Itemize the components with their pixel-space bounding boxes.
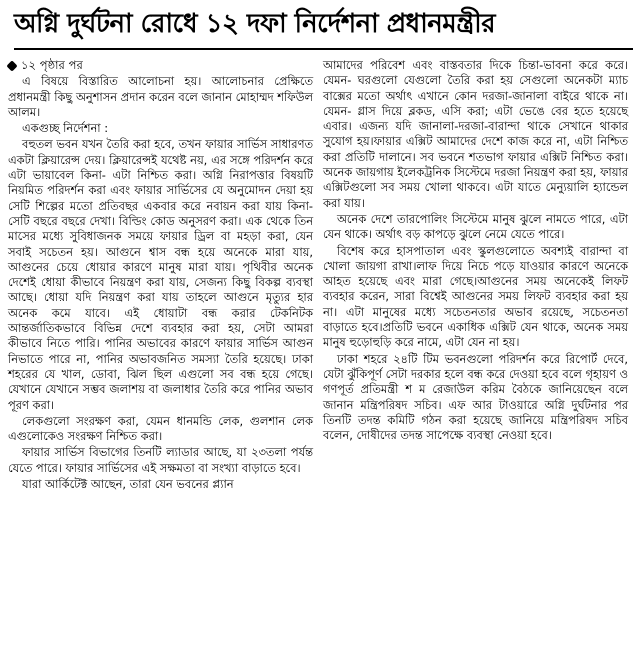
article-columns bbox=[8, 58, 633, 493]
continuation-marker bbox=[8, 58, 313, 73]
paragraph: ফায়ার সার্ভিস বিভাগের তিনটি ল্যাডার আছে, যা ২৩তলা পর্যন্ত যেতে পারে। ফায়ার সার্ভিসের এই সক্ষমতা বা সংখ্যা বাড়াতে হবে। bbox=[8, 445, 313, 475]
paragraph: বহুতল ভবন যখন তৈরি করা হবে, তখন ফায়ার সার্ভিস সাধারণত একটা ক্লিয়ারেন্স দেয়। ক্লিয়ারেন্সই যথেষ্ট নয়, এর সঙ্গে পরিদর্শন করে এটা ভায়াবেল কিনা- এটা নিশ্চিত করা। অগ্নি নিরাপত্তার বিষয়টি নিয়মিত পরিদর্শন করা এবং ফায়ার সার্ভিসের যে অনুমোদন দেয়া হয় সেটি শিল্পের মতো প্রতিবছর একবার করে নবায়ন করা যায় কিনা- সেটি বছরে বছরে দেখা। বিল্ডিং কোড অনুসরণ করা। এক থেকে তিন মাসের মধ্যে সুবিধাজনক সময়ে ফায়ার ড্রিল বা মহড়া করা, যেন সবাই সচেতন হয়। আগুনে শ্বাস বন্ধ হয়ে অনেকে মারা যায়, আগুনের চেয়ে ধোয়ার কারণে মানুষ মারা যায়। পৃথিবীর অনেক দেশেই ধোয়া কীভাবে নিয়ন্ত্রণ করা যায়, সেজন্য কিছু বিকল্প ব্যবস্থা আছে। ধোয়া যদি নিয়ন্ত্রণ করা যায় তাহলে আগুনে মৃত্যুর হার অনেক কমে যাবে। এই ধোয়াটা বন্ধ করার টেকনিটক আন্তর্জাতিকভাবে বিভিন্ন দেশে ব্যবহার করা হয়, সেটা আমরা কীভাবে নিতে পারি। পানির অভাবের কারণে ফায়ার সার্ভিস আগুন নিভাতে পারে না, পানির অভাবজনিত সমস্যা তৈরি হয়েছে। ঢাকা শহরের যে খাল, ডোবা, ঝিল ছিল এগুলো সব বন্ধ হয়ে গেছে। যেখানে যেখানে সম্ভব জলাশয় বা জলাধার তৈরি করে পানির অভাব পূরণ করা। bbox=[8, 137, 313, 412]
diamond-bullet-icon bbox=[6, 60, 17, 71]
paragraph: আমাদের পরিবেশ এবং বাস্তবতার দিকে চিন্তা-ভাবনা করে করে। যেমন- ঘরগুলো যেগুলো তৈরি করা হয় সেগুলো অনেকটা ম্যাচ বাক্সের মতো অর্থাৎ এখানে কোন দরজা-জানালা বাইরে থাকে না। যেমন- গ্লাস দিয়ে ব্লকড, এসি করা; এটা ভেঙে বের হতে হয়েছে এবার। এজন্য যদি জানালা-দরজা-বারান্দা থাকে সেখানে থাকার সুযোগ হয়।ফায়ার এক্সিট আমাদের দেশে কাজ করে না, এটা নিশ্চিত করা প্রতিটি দালানে। সব ভবনে শতভাগ ফায়ার এক্সিট নিশ্চিত করা। অনেক জায়গায় ইলেকট্রনিক সিস্টেমে দরজা নিয়ন্ত্রণ করা হয়, ফায়ার এক্সিটগুলো সব সময় খোলা থাকবে। এটা যাতে মেন্যুয়ালি হ্যান্ডেল করা যায়। bbox=[323, 58, 628, 210]
paragraph: যারা আর্কিটেক্ট আছেন, তারা যেন ভবনের প্ল্যান bbox=[22, 477, 234, 492]
headline: অগ্নি দুর্ঘটনা রোধে ১২ দফা নির্দেশনা প্রধানমন্ত্রীর bbox=[14, 6, 633, 50]
section-subheading: একগুচ্ছ নির্দেশনা : bbox=[22, 121, 109, 136]
paragraph: লেকগুলো সংরক্ষণ করা, যেমন ধানমন্ডি লেক, গুলশান লেক এগুলোকেও সংরক্ষণ নিশ্চিত করা। bbox=[8, 413, 313, 444]
left-column bbox=[8, 58, 313, 493]
right-column bbox=[323, 58, 628, 493]
paragraph: ঢাকা শহরে ২৪টি টিম ভবনগুলো পরিদর্শন করে রিপোর্ট দেবে, যেটা ঝুঁকিপূর্ণ সেটা দরকার হলে বন্ধ করে দেওয়া হবে বলে গৃহায়ণ ও গণপূর্ত প্রতিমন্ত্রী শ ম রেজাউল করিম বৈঠকে জানিয়েছেন বলে জানান মন্ত্রিপরিষদ সচিব। এফ আর টাওয়ারে অগ্নি দুর্ঘটনার পর তিনটি তদন্ত কমিটি গঠন করা হয়েছে জানিয়ে মন্ত্রিপরিষদ সচিব বলেন, দোষীদের তদন্ত সাপেক্ষে ব্যবস্থা নেওয়া হবে। bbox=[323, 351, 628, 443]
paragraph: এ বিষয়ে বিস্তারিত আলোচনা হয়। আলোচনার প্রেক্ষিতে প্রধানমন্ত্রী কিছু অনুশাসন প্রদান করেন বলে জানান মোহাম্মদ শফিউল আলম। bbox=[8, 74, 313, 119]
paragraph: বিশেষ করে হাসপাতাল এবং স্কুলগুলোতে অবশ্যই বারান্দা বা খোলা জায়গা রাখা।লাফ দিয়ে নিচে পড়ে যাওয়ার কারণে অনেকে আহত হয়েছে এবং মারা গেছে।আগুনের সময় অনেকেই লিফট ব্যবহার করেন, সারা বিশ্বেই আগুনের সময় লিফট ব্যবহার করা হয় না। এটা মানুষের মধ্যে সচেতনতার অভাব রয়েছে, সচেতনতা বাড়াতে হবে।প্রতিটি ভবনে একাধিক এক্সিট যেন থাকে, অনেক সময় মানুষ হুড়োহুড়ি করে নামে, এটা যেন না হয়। bbox=[323, 243, 628, 350]
paragraph: অনেক দেশে তারপোলিং সিস্টেমে মানুষ ঝুলে নামতে পারে, এটা যেন থাকে। অর্থাৎ বড় কাপড়ে ঝুলে নেমে যেতে পারে। bbox=[323, 211, 628, 242]
continued-from-label: ১২ পৃষ্ঠার পর bbox=[21, 58, 83, 72]
